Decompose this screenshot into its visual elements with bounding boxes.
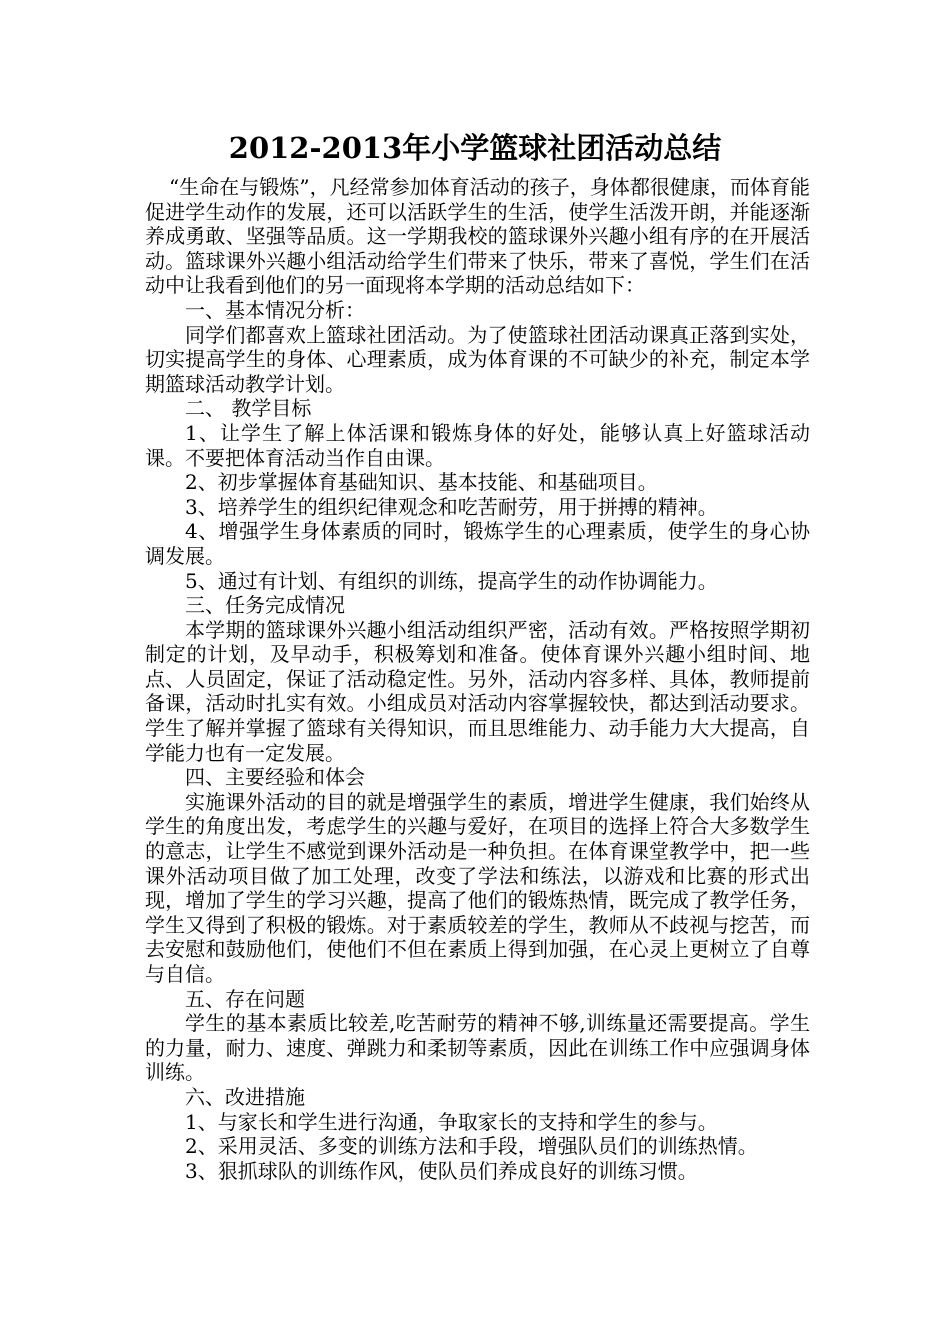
list-item-goal-2: 2、初步掌握体育基础知识、基本技能、和基础项目。	[185, 470, 658, 495]
paragraph-task-completion: 本学期的篮球课外兴趣小组活动组织严密，活动有效。严格按照学期初制定的计划，及早动手，积极筹划和准备。使体育课外兴趣小组时间、地点、人员固定，保证了活动稳定性。另外，活动内容多样、具体，教师提前备课，活动时扎实有效。小组成员对活动内容掌握较快，都达到活动要求。学生了解并掌握了篮球有关得知识，而且思维能力、动手能力大大提高，自学能力也有一定发展。	[145, 617, 810, 765]
section-heading-basic-situation: 一、基本情况分析：	[185, 297, 365, 322]
section-heading-problems: 五、存在问题	[185, 986, 305, 1011]
section-heading-improvements: 六、改进措施	[185, 1084, 305, 1109]
paragraph-problems: 学生的基本素质比较差,吃苦耐劳的精神不够,训练量还需要提高。学生的力量，耐力、速度、弹跳力和柔韧等素质，因此在训练工作中应强调身体训练。	[145, 1011, 810, 1085]
list-item-goal-5: 5、通过有计划、有组织的训练，提高学生的动作协调能力。	[185, 568, 718, 593]
document-body	[145, 175, 810, 1183]
section-heading-experience: 四、主要经验和体会	[185, 765, 365, 790]
document-title: 2012-2013年小学篮球社团活动总结	[228, 131, 722, 165]
section-heading-teaching-goals: 二、 教学目标	[185, 396, 312, 421]
list-item-improvement-3: 3、狠抓球队的训练作风，使队员们养成良好的训练习惯。	[185, 1158, 698, 1183]
section-heading-task-completion: 三、任务完成情况	[185, 593, 345, 618]
paragraph-intro: “生命在与锻炼”，凡经常参加体育活动的孩子，身体都很健康，而体育能促进学生动作的发展，还可以活跃学生的生活，使学生活泼开朗，并能逐渐养成勇敢、坚强等品质。这一学期我校的篮球课外兴趣小组有序的在开展活动。篮球课外兴趣小组活动给学生们带来了快乐，带来了喜悦，学生们在活动中让我看到他们的另一面现将本学期的活动总结如下：	[145, 175, 810, 298]
list-item-improvement-2: 2、采用灵活、多变的训练方法和手段，增强队员们的训练热情。	[185, 1134, 758, 1159]
list-item-goal-3: 3、培养学生的组织纪律观念和吃苦耐劳，用于拼搏的精神。	[185, 494, 718, 519]
paragraph-basic-situation: 同学们都喜欢上篮球社团活动。为了使篮球社团活动课真正落到实处，切实提高学生的身体、心理素质，成为体育课的不可缺少的补充，制定本学期篮球活动教学计划。	[145, 322, 810, 396]
list-item-goal-4: 4、增强学生身体素质的同时，锻炼学生的心理素质，使学生的身心协调发展。	[145, 519, 810, 568]
paragraph-experience: 实施课外活动的目的就是增强学生的素质，增进学生健康，我们始终从学生的角度出发，考虑学生的兴趣与爱好，在项目的选择上符合大多数学生的意志，让学生不感觉到课外活动是一种负担。在体育课堂教学中，把一些课外活动项目做了加工处理，改变了学法和练法，以游戏和比赛的形式出现，增加了学生的学习兴趣，提高了他们的锻炼热情，既完成了教学任务，学生又得到了积极的锻炼。对于素质较差的学生，教师从不歧视与挖苦，而去安慰和鼓励他们，使他们不但在素质上得到加强，在心灵上更树立了自尊与自信。	[145, 789, 810, 986]
list-item-improvement-1: 1、与家长和学生进行沟通，争取家长的支持和学生的参与。	[185, 1109, 718, 1134]
list-item-goal-1: 1、让学生了解上体活课和锻炼身体的好处，能够认真上好篮球活动课。不要把体育活动当作自由课。	[145, 420, 810, 470]
